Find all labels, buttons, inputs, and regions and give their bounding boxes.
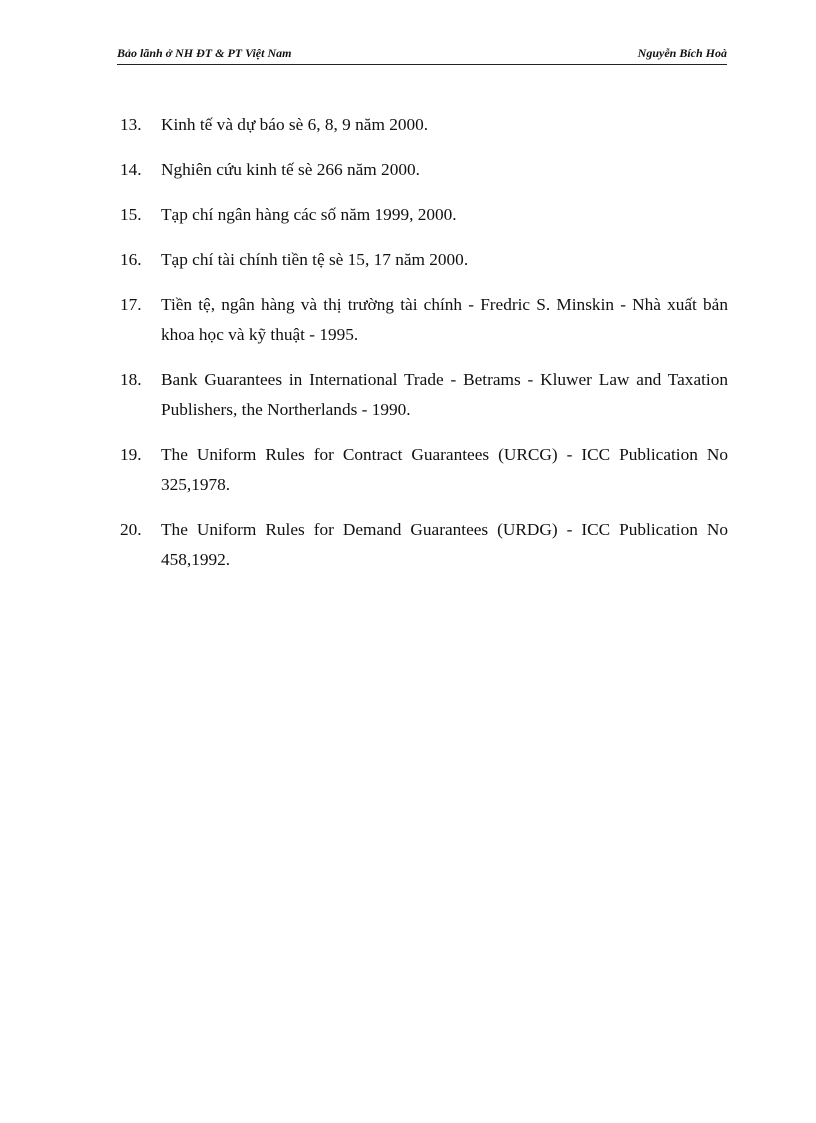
reference-number: 20. [120, 520, 142, 539]
reference-text: The Uniform Rules for Contract Guarantees (URCG) - ICC Publication No 325,1978. [161, 445, 728, 494]
reference-number: 19. [120, 445, 142, 464]
reference-item [120, 290, 728, 350]
reference-item [120, 200, 728, 230]
reference-number: 14. [120, 160, 142, 179]
reference-item [120, 155, 728, 185]
reference-number: 13. [120, 115, 142, 134]
header-author-name: Nguyễn Bích Hoà [637, 46, 727, 60]
reference-text: Tạp chí tài chính tiền tệ sè 15, 17 năm 2000. [161, 250, 469, 269]
reference-number: 17. [120, 295, 142, 314]
reference-text: The Uniform Rules for Demand Guarantees (URDG) - ICC Publication No 458,1992. [161, 520, 728, 569]
reference-item [120, 515, 728, 575]
reference-item [120, 365, 728, 425]
reference-list [120, 110, 728, 590]
reference-text: Tạp chí ngân hàng các số năm 1999, 2000. [161, 205, 457, 224]
reference-item [120, 110, 728, 140]
reference-number: 18. [120, 370, 142, 389]
reference-text: Kinh tế và dự báo sè 6, 8, 9 năm 2000. [161, 115, 429, 134]
header-document-title: Bảo lãnh ở NH ĐT & PT Việt Nam [117, 46, 292, 60]
reference-text: Bank Guarantees in International Trade - Betrams - Kluwer Law and Taxation Publishers, the Northerlands - 1990. [161, 370, 728, 419]
reference-number: 16. [120, 250, 142, 269]
page-header [117, 44, 727, 65]
reference-item [120, 440, 728, 500]
reference-item [120, 245, 728, 275]
reference-number: 15. [120, 205, 142, 224]
reference-text: Nghiên cứu kinh tế sè 266 năm 2000. [161, 160, 420, 179]
reference-text: Tiền tệ, ngân hàng và thị trường tài chính - Fredric S. Minskin - Nhà xuất bản khoa học và kỹ thuật - 1995. [161, 295, 728, 344]
